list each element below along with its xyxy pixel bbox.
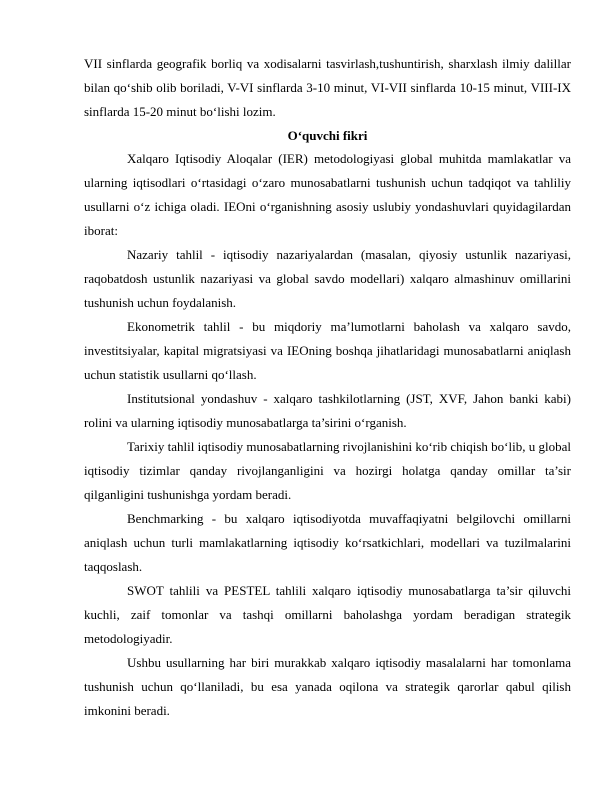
paragraph-theoretical-analysis: Nazariy tahlil - iqtisodiy nazariyalardan (masalan, qiyosiy ustunlik nazariyasi, raqobatdosh ustunlik nazariyasi va global savdo modellari) xalqaro almashinuv omillarini tushunish uchun foydalanish. — [84, 247, 571, 310]
paragraph-historical-analysis: Tarixiy tahlil iqtisodiy munosabatlarning rivojlanishini ko‘rib chiqish bo‘lib, u global iqtisodiy tizimlar qanday rivojlanganligini va hozirgi holatga qanday omillar ta’sir qilganligini tushunishga yordam beradi. — [84, 439, 571, 502]
paragraph-benchmarking: Benchmarking - bu xalqaro iqtisodiyotda muvaffaqiyatni belgilovchi omillarni aniqlash uchun turli mamlakatlarning iqtisodiy ko‘rsatkichlari, modellari va tuzilmalarini taqqoslash. — [84, 511, 571, 574]
intro-paragraph: VII sinflarda geografik borliq va xodisalarni tasvirlash,tushuntirish, sharxlash ilmiy dalillar bilan qo‘shib olib boriladi, V-VI sinflarda 3-10 minut, VI-VII sinflarda 10-15 minut, VIII-IX sinflarda 15-20 minut bo‘lishi lozim. — [84, 56, 571, 119]
document-page — [84, 52, 571, 723]
paragraph-ier-methodology: Xalqaro Iqtisodiy Aloqalar (IER) metodologiyasi global muhitda mamlakatlar va ularning iqtisodlari o‘rtasidagi o‘zaro munosabatlarni tushunish uchun tadqiqot va tahliliy usullarni o‘z ichiga oladi. IEOni o‘rganishning asosiy uslubiy yondashuvlari quyidagilardan iborat: — [84, 151, 571, 238]
paragraph-swot-pestel: SWOT tahlili va PESTEL tahlili xalqaro iqtisodiy munosabatlarga ta’sir qiluvchi kuchli, zaif tomonlar va tashqi omillarni baholashga yordam beradigan strategik metodologiyadir. — [84, 583, 571, 646]
section-heading: O‘quvchi fikri — [287, 128, 368, 143]
paragraph-econometric-analysis: Ekonometrik tahlil - bu miqdoriy ma’lumotlarni baholash va xalqaro savdo, investitsiyalar, kapital migratsiyasi va IEOning boshqa jihatlaridagi munosabatlarni aniqlash uchun statistik usullarni qo‘llash. — [84, 319, 571, 382]
paragraph-conclusion: Ushbu usullarning har biri murakkab xalqaro iqtisodiy masalalarni har tomonlama tushunish uchun qo‘llaniladi, bu esa yanada oqilona va strategik qarorlar qabul qilish imkonini beradi. — [84, 655, 571, 718]
paragraph-institutional-approach: Institutsional yondashuv - xalqaro tashkilotlarning (JST, XVF, Jahon banki kabi) rolini va ularning iqtisodiy munosabatlarga ta’sirini o‘rganish. — [84, 391, 571, 430]
